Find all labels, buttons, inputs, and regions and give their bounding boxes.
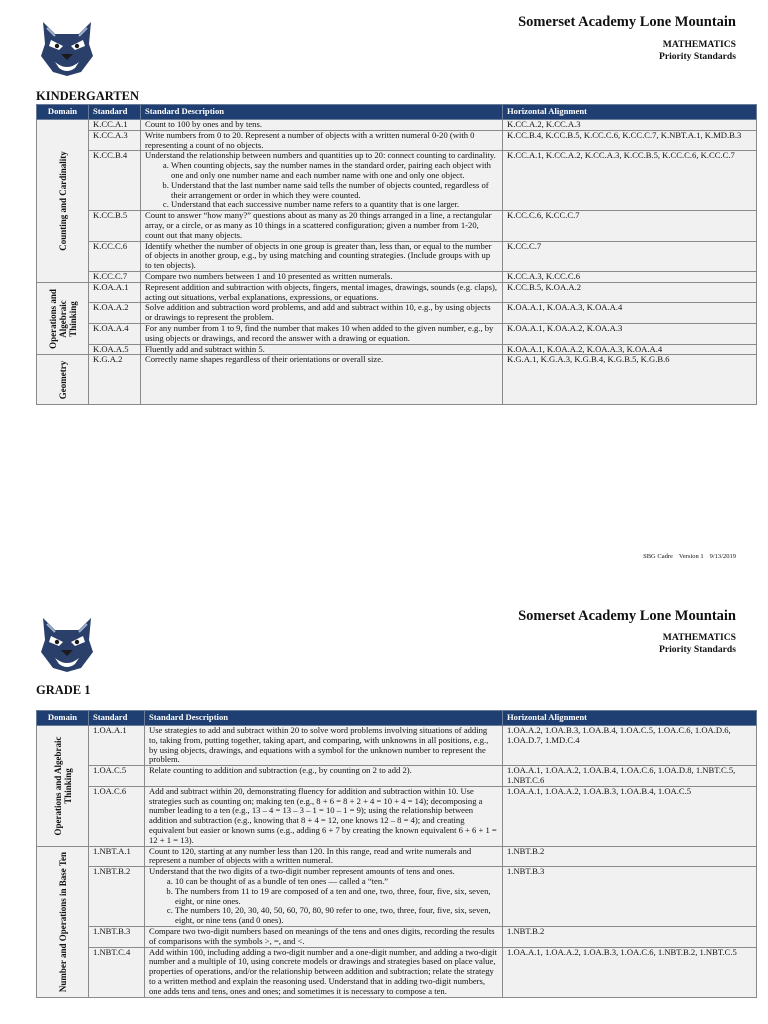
alignment-cell: 1.NBT.B.3 bbox=[503, 867, 757, 927]
alignment-cell: K.CC.B.4, K.CC.B.5, K.CC.C.6, K.CC.C.7, K.NBT.A.1, K.MD.B.3 bbox=[503, 130, 757, 151]
standard-code-cell: 1.NBT.B.3 bbox=[89, 926, 145, 947]
description-cell bbox=[141, 120, 503, 131]
table-row bbox=[37, 344, 757, 355]
sub-standard-item: b. Understand that the last number name said tells the number of objects counted, regardless of their arrangement or order in which they were counted. bbox=[171, 181, 498, 201]
footer-date: 9/13/2019 bbox=[709, 553, 736, 560]
description-text: Write numbers from 0 to 20. Represent a number of objects with a written numeral 0-20 (with 0 representing a count of no objects. bbox=[145, 129, 475, 150]
alignment-cell: 1.OA.A.1, 1.OA.A.2, 1.OA.B.3, 1.OA.C.6, 1.NBT.B.2, 1.NBT.C.5 bbox=[503, 947, 757, 997]
domain-header: Domain bbox=[37, 711, 89, 726]
description-text: Use strategies to add and subtract within 20 to solve word problems involving situations of adding to, taking from, putting together, taking apart, and comparing, with unknowns in all positions, e.g., by using objects, drawings, and equations with a symbol for the unknown number to represent the problem. bbox=[149, 725, 489, 765]
standard-code-cell: 1.OA.C.6 bbox=[89, 786, 145, 846]
domain-cell bbox=[37, 726, 89, 847]
table-header-row bbox=[37, 105, 757, 120]
alignment-cell: K.OA.A.1, K.OA.A.2, K.OA.A.3, K.OA.A.4 bbox=[503, 344, 757, 355]
alignment-cell: K.OA.A.1, K.OA.A.2, K.OA.A.3 bbox=[503, 323, 757, 344]
standard-code-cell: K.CC.A.3 bbox=[89, 130, 141, 151]
domain-cell bbox=[37, 282, 89, 355]
domain-cell bbox=[37, 120, 89, 283]
standard-code-cell: 1.NBT.B.2 bbox=[89, 867, 145, 927]
standard-code-cell: K.G.A.2 bbox=[89, 355, 141, 405]
description-cell bbox=[141, 282, 503, 303]
description-cell bbox=[141, 241, 503, 271]
domain-cell bbox=[37, 846, 89, 997]
school-name: Somerset Academy Lone Mountain bbox=[518, 14, 736, 30]
standard-code-cell: K.CC.B.4 bbox=[89, 151, 141, 211]
table-row bbox=[37, 130, 757, 151]
domain-cell bbox=[37, 355, 89, 405]
grade1-page bbox=[0, 596, 768, 1024]
sub-standard-item: c. Understand that each successive number name refers to a quantity that is one larger. bbox=[171, 200, 498, 210]
subject-label: MATHEMATICS bbox=[662, 632, 736, 643]
description-text: Add within 100, including adding a two-digit number and a one-digit number, and adding a two-digit number and a multiple of 10, using concrete models or drawings and strategies based on place value, properties of operations, and/or the relationship between addition and subtraction; relate the strategy to a written method and explain the reasoning used. Understand that in adding two-digit numbers, one adds tens and tens, ones and ones; and sometimes it is necessary to compose a ten. bbox=[149, 946, 497, 996]
standard-code-cell: K.OA.A.2 bbox=[89, 303, 141, 324]
description-header: Standard Description bbox=[145, 711, 503, 726]
description-cell bbox=[141, 130, 503, 151]
kindergarten-standards-table bbox=[36, 104, 757, 405]
description-cell bbox=[145, 867, 503, 927]
standard-code-cell: 1.OA.A.1 bbox=[89, 726, 145, 766]
description-cell bbox=[145, 766, 503, 787]
priority-standards-label: Priority Standards bbox=[658, 644, 736, 655]
table-row bbox=[37, 151, 757, 211]
description-cell bbox=[141, 355, 503, 405]
table-header-row bbox=[37, 711, 757, 726]
description-text: Relate counting to addition and subtraction (e.g., by counting on 2 to add 2). bbox=[149, 765, 412, 776]
description-cell bbox=[141, 271, 503, 282]
description-text: Fluently add and subtract within 5. bbox=[145, 343, 265, 354]
sub-standard-item: a. When counting objects, say the number names in the standard order, pairing each object with one and only one number name and each number name with one and only one object. bbox=[171, 161, 498, 181]
alignment-header: Horizontal Alignment bbox=[503, 711, 757, 726]
table-row bbox=[37, 867, 757, 927]
table-row bbox=[37, 271, 757, 282]
alignment-header: Horizontal Alignment bbox=[503, 105, 757, 120]
description-cell bbox=[141, 211, 503, 241]
description-text: Compare two two-digit numbers based on meanings of the tens and ones digits, recording the results of comparisons with the symbols >, =, and <. bbox=[149, 925, 495, 946]
description-text: Add and subtract within 20, demonstrating fluency for addition and subtraction within 10. Use strategies such as counting on; making ten (e.g., 8 + 6 = 8 + 2 + 4 = 10 + 4 = 14); decomposing a number leading to a ten (e.g., 13 – 4 = 13 – 3 – 1 = 10 – 1 = 9); using the relationship between addition and subtraction (e.g., knowing that 8 + 4 = 12, one knows 12 – 8 = 4); and creating equivalent but easier or known sums (e.g., adding 6 + 7 by creating the known equivalent 6 + 6 + 1 = 12 + 1 = 13). bbox=[149, 785, 497, 845]
alignment-cell: K.CC.C.7 bbox=[503, 241, 757, 271]
grade1-standards-table bbox=[36, 710, 757, 998]
table-row bbox=[37, 726, 757, 766]
subject-label: MATHEMATICS bbox=[662, 39, 736, 50]
sub-standard-list bbox=[145, 161, 498, 210]
standard-code-cell: K.CC.C.6 bbox=[89, 241, 141, 271]
table-row bbox=[37, 926, 757, 947]
description-text: Identify whether the number of objects in one group is greater than, less than, or equal to the number of objects in another group, e.g., by using matching and counting strategies. (Include groups with up to ten objects). bbox=[145, 240, 492, 271]
footer-org: SBG Cadre bbox=[643, 553, 673, 560]
description-text: Solve addition and subtraction word problems, and add and subtract within 10, e.g., by using objects or drawings to represent the problem. bbox=[145, 302, 491, 323]
standard-header: Standard bbox=[89, 711, 145, 726]
standard-code-cell: K.OA.A.5 bbox=[89, 344, 141, 355]
domain-label: Number and Operations in Base Ten bbox=[57, 851, 68, 992]
sub-standard-list bbox=[149, 877, 498, 926]
table-row bbox=[37, 282, 757, 303]
footer-version: Version 1 bbox=[678, 553, 704, 560]
description-cell bbox=[145, 726, 503, 766]
description-text: Count to 100 by ones and by tens. bbox=[145, 119, 262, 129]
description-text: Understand the relationship between numbers and quantities up to 20: connect counting to cardinality. bbox=[145, 150, 496, 161]
standard-code-cell: 1.OA.C.5 bbox=[89, 766, 145, 787]
description-text: Compare two numbers between 1 and 10 presented as written numerals. bbox=[145, 270, 393, 281]
grade-title: GRADE 1 bbox=[36, 683, 91, 697]
school-name: Somerset Academy Lone Mountain bbox=[518, 608, 736, 624]
priority-standards-label: Priority Standards bbox=[658, 51, 736, 62]
description-text: For any number from 1 to 9, find the number that makes 10 when added to the given number, e.g., by using objects or drawings, and record the answer with a drawing or equation. bbox=[145, 322, 494, 343]
alignment-cell: 1.OA.A.1, 1.OA.A.2, 1.OA.B.3, 1.OA.B.4, 1.OA.C.5 bbox=[503, 786, 757, 846]
description-cell bbox=[145, 786, 503, 846]
table-row bbox=[37, 211, 757, 241]
table-row bbox=[37, 323, 757, 344]
alignment-cell: K.G.A.1, K.G.A.3, K.G.B.4, K.G.B.5, K.G.B.6 bbox=[503, 355, 757, 405]
alignment-cell: K.CC.C.6, K.CC.C.7 bbox=[503, 211, 757, 241]
description-cell bbox=[141, 344, 503, 355]
standard-code-cell: K.CC.C.7 bbox=[89, 271, 141, 282]
alignment-cell: K.CC.A.2, K.CC.A.3 bbox=[503, 120, 757, 131]
sub-standard-item: c. The numbers 10, 20, 30, 40, 50, 60, 70, 80, 90 refer to one, two, three, four, five, six, seven, eight, or nine tens (and 0 ones). bbox=[175, 906, 498, 926]
alignment-cell: K.CC.A.1, K.CC.A.2, K.CC.A.3, K.CC.B.5, K.CC.C.6, K.CC.C.7 bbox=[503, 151, 757, 211]
domain-label: Counting and Cardinality bbox=[57, 151, 68, 251]
standard-code-cell: K.OA.A.1 bbox=[89, 282, 141, 303]
description-cell bbox=[145, 926, 503, 947]
alignment-cell: K.OA.A.1, K.OA.A.3, K.OA.A.4 bbox=[503, 303, 757, 324]
sub-standard-item: b. The numbers from 11 to 19 are composed of a ten and one, two, three, four, five, six, seven, eight, or nine ones. bbox=[175, 887, 498, 907]
description-text: Understand that the two digits of a two-digit number represent amounts of tens and ones. bbox=[149, 866, 455, 877]
alignment-cell: 1.NBT.B.2 bbox=[503, 926, 757, 947]
description-text: Correctly name shapes regardless of their orientations or overall size. bbox=[145, 354, 384, 365]
table-row bbox=[37, 766, 757, 787]
table-row bbox=[37, 241, 757, 271]
description-cell bbox=[141, 303, 503, 324]
description-cell bbox=[145, 846, 503, 867]
standard-code-cell: K.OA.A.4 bbox=[89, 323, 141, 344]
alignment-cell: 1.OA.A.1, 1.OA.A.2, 1.OA.B.4, 1.OA.C.6, 1.OA.D.8, 1.NBT.C.5, 1.NBT.C.6 bbox=[503, 766, 757, 787]
domain-header: Domain bbox=[37, 105, 89, 120]
description-cell bbox=[141, 151, 503, 211]
table-row bbox=[37, 947, 757, 997]
description-text: Count to 120, starting at any number less than 120. In this range, read and write numerals and represent a number of objects with a written numeral. bbox=[149, 845, 472, 866]
wildcat-logo bbox=[37, 18, 97, 78]
table-row bbox=[37, 786, 757, 846]
domain-label: Operations and Algebraic Thinking bbox=[47, 288, 78, 349]
alignment-cell: 1.NBT.B.2 bbox=[503, 846, 757, 867]
wildcat-logo bbox=[37, 614, 97, 674]
alignment-cell: 1.OA.A.2, 1.OA.B.3, 1.OA.B.4, 1.OA.C.5, 1.OA.C.6, 1.OA.D.6, 1.OA.D.7, 1.MD.C.4 bbox=[503, 726, 757, 766]
description-cell bbox=[141, 323, 503, 344]
description-text: Represent addition and subtraction with objects, fingers, mental images, drawings, sounds (e.g. claps), acting out situations, verbal explanations, expressions, or equations. bbox=[145, 281, 498, 302]
standard-code-cell: K.CC.A.1 bbox=[89, 120, 141, 131]
standard-header: Standard bbox=[89, 105, 141, 120]
standard-code-cell: 1.NBT.A.1 bbox=[89, 846, 145, 867]
sub-standard-item: a. 10 can be thought of as a bundle of ten ones — called a “ten.” bbox=[175, 877, 498, 887]
alignment-cell: K.CC.A.3, K.CC.C.6 bbox=[503, 271, 757, 282]
table-row bbox=[37, 355, 757, 405]
description-header: Standard Description bbox=[141, 105, 503, 120]
grade-title: KINDERGARTEN bbox=[36, 89, 140, 103]
description-text: Count to answer “how many?” questions about as many as 20 things arranged in a line, a rectangular array, or a circle, or as many as 10 things in a scattered configuration; given a number from 1-20, count out that many objects. bbox=[145, 210, 492, 240]
standard-code-cell: 1.NBT.C.4 bbox=[89, 947, 145, 997]
alignment-cell: K.CC.B.5, K.OA.A.2 bbox=[503, 282, 757, 303]
standard-code-cell: K.CC.B.5 bbox=[89, 211, 141, 241]
domain-label: Operations and Algebraic Thinking bbox=[52, 736, 73, 836]
description-cell bbox=[145, 947, 503, 997]
table-row bbox=[37, 303, 757, 324]
table-row bbox=[37, 120, 757, 131]
table-row bbox=[37, 846, 757, 867]
page-footer bbox=[637, 553, 736, 560]
domain-label: Geometry bbox=[57, 360, 68, 400]
